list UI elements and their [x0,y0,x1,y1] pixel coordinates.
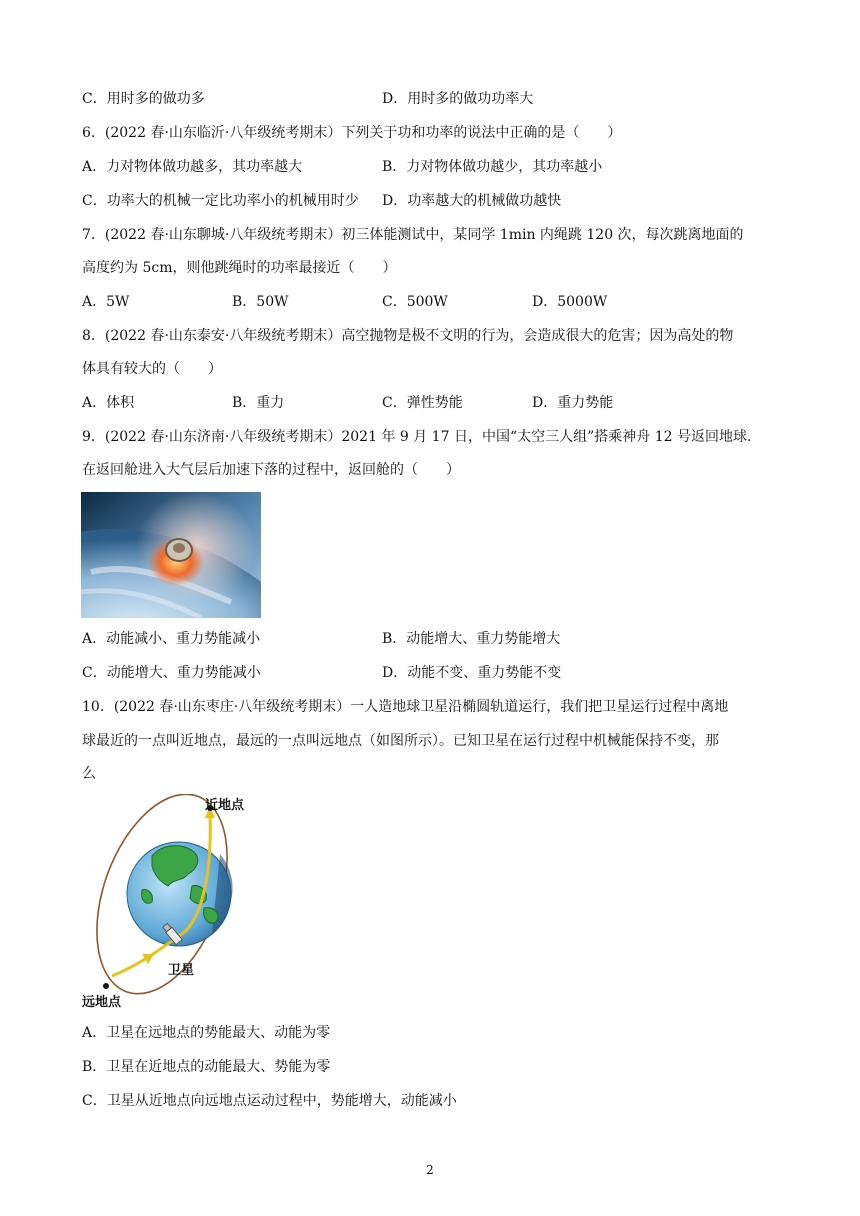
satellite-orbit-diagram [82,794,262,1014]
q9-stem-line-1: 9．(2022 春·山东济南·八年级统考期末）2021 年 9 月 17 日，中国“太空三人组”搭乘神舟 12 号返回地球. [82,429,752,445]
q10-option-b: B．卫星在近地点的动能最大、势能为零 [82,1059,331,1075]
q8-stem-line-1: 8．(2022 春·山东泰安·八年级统考期末）高空抛物是极不文明的行为，会造成很大的危害；因为高处的物 [82,328,734,344]
q5-option-c: C．用时多的做功多 [82,91,205,107]
q8-option-c: C．弹性势能 [382,395,463,411]
q7-stem-line-1: 7．(2022 春·山东聊城·八年级统考期末）初三体能测试中，某同学 1min 内绳跳 120 次，每次跳离地面的 [82,227,744,243]
q9-option-d: D．动能不变、重力势能不变 [382,665,562,681]
q6-option-a: A．力对物体做功越多，其功率越大 [82,159,303,175]
q9-option-b: B．动能增大、重力势能增大 [382,631,561,647]
q7-option-b: B．50W [232,294,289,310]
q8-stem-line-2: 体具有较大的（ ） [82,361,222,377]
q9-option-c: C．动能增大、重力势能减小 [82,665,261,681]
q8-option-b: B．重力 [232,395,285,411]
q6-option-d: D．功率越大的机械做功越快 [382,193,562,209]
q6-stem: 6．(2022 春·山东临沂·八年级统考期末）下列关于功和功率的说法中正确的是（ ） [82,125,622,141]
q7-option-c: C．500W [382,294,448,310]
q10-stem-line-2: 球最近的一点叫近地点，最远的一点叫远地点（如图所示）。已知卫星在运行过程中机械能保持不变，那 [82,733,719,749]
q8-option-a: A．体积 [82,395,135,411]
q10-option-a: A．卫星在远地点的势能最大、动能为零 [82,1025,331,1041]
q5-option-d: D．用时多的做功功率大 [382,91,534,107]
q7-option-a: A．5W [82,294,130,310]
q10-stem-line-3: 么 [82,766,96,782]
q6-option-b: B．力对物体做功越少，其功率越小 [382,159,603,175]
q6-option-c: C．功率大的机械一定比功率小的机械用时少 [82,193,359,209]
q10-option-c: C．卫星从近地点向远地点运动过程中，势能增大，动能减小 [82,1093,457,1109]
q9-option-a: A．动能减小、重力势能减小 [82,631,261,647]
reentry-capsule-photo [81,492,261,618]
apogee-label: 远地点 [82,995,122,1010]
perigee-label: 近地点 [205,798,245,813]
page-number: 2 [426,1163,434,1177]
satellite-label: 卫星 [168,963,195,978]
q9-stem-line-2: 在返回舱进入大气层后加速下落的过程中，返回舱的（ ） [82,462,460,478]
q7-option-d: D．5000W [532,294,608,310]
q7-stem-line-2: 高度约为 5cm，则他跳绳时的功率最接近（ ） [82,260,397,276]
q8-option-d: D．重力势能 [532,395,614,411]
q10-stem-line-1: 10．(2022 春·山东枣庄·八年级统考期末）一人造地球卫星沿椭圆轨道运行，我们把卫星运行过程中离地 [82,699,729,715]
